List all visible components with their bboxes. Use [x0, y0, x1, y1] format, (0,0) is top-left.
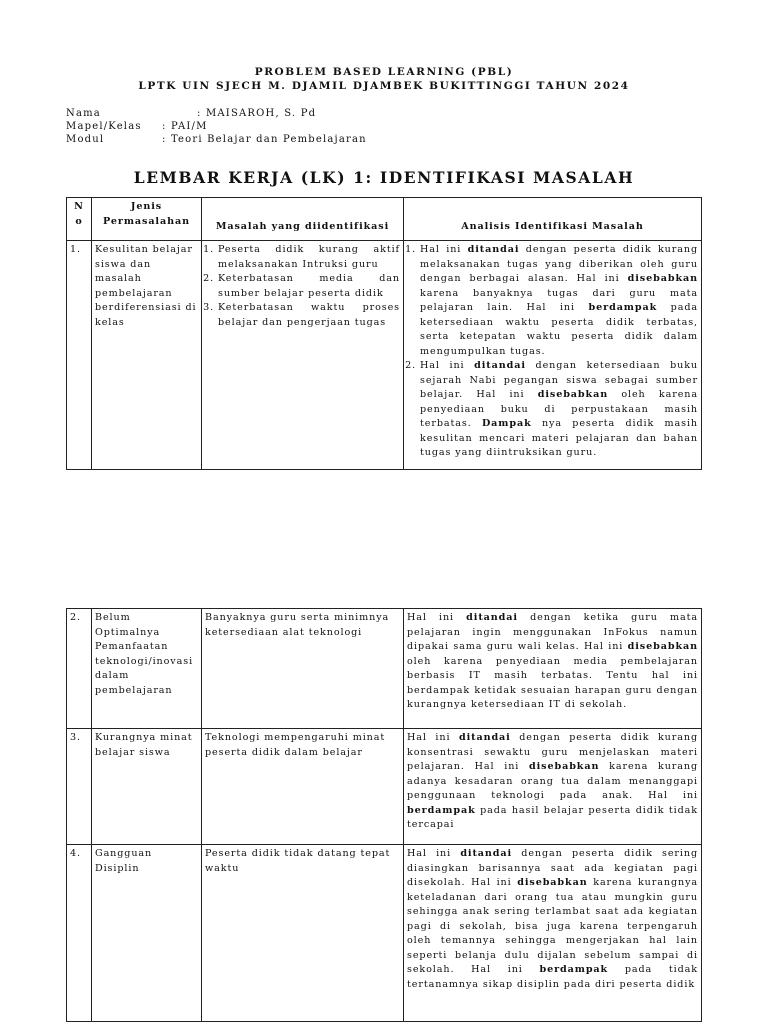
modul-value: : Teori Belajar dan Pembelajaran [162, 134, 367, 145]
nama-label: Nama [66, 108, 101, 119]
list-item: 1. Hal ini ditandai dengan peserta didik kurang melaksanakan tugas yang diberikan oleh guru dengan berbagai alasan. Hal ini disebabkan karena banyaknya tugas dari guru mata pelajaran lain. Hal ini berdampak pada ketersediaan waktu peserta didik terbatas, serta ketepatan waktu peserta didik dalam mengumpulkan tugas. [420, 243, 698, 359]
row3-analisis: Hal ini ditandai dengan peserta didik kurang konsentrasi sewaktu guru menjelaskan materi pelajaran. Hal ini disebabkan karena kurang adanya kesadaran orang tua dalam menanggapi penggunaan teknologi pada anak. Hal ini berdampak pada hasil belajar peserta didik tidak tercapai [404, 729, 702, 845]
row2-analisis: Hal ini ditandai dengan ketika guru mata pelajaran ingin menggunakan InFokus namun dipakai sama guru wali kelas. Hal ini disebabkan oleh karena penyediaan media pembelajaran berbasis IT masih terbatas. Tentu hal ini berdampak ketidak sesuaian harapan guru dengan kurangnya ketersediaan IT di sekolah. [404, 609, 702, 729]
mapel-label: Mapel/Kelas [66, 121, 142, 132]
row1-analisis [404, 241, 702, 470]
row4-jenis: Gangguan Disiplin [92, 845, 202, 1022]
problem-table-part2 [66, 608, 702, 1022]
header-jenis: Jenis Permasalahan [92, 198, 202, 241]
row1-masalah-list [205, 243, 400, 330]
row1-jenis: Kesulitan belajar siswa dan masalah pembelajaran berdiferensiasi di kelas [92, 241, 202, 470]
problem-table-part1 [66, 197, 702, 470]
row1-masalah [202, 241, 404, 470]
header-masalah: Masalah yang diidentifikasi [202, 198, 404, 241]
row2-no: 2. [67, 609, 92, 729]
table-row [67, 241, 702, 470]
row1-no: 1. [67, 241, 92, 470]
row4-masalah: Peserta didik tidak datang tepat waktu [202, 845, 404, 1022]
header-analisis: Analisis Identifikasi Masalah [404, 198, 702, 241]
header-no: N o [67, 198, 92, 241]
row2-jenis: Belum Optimalnya Pemanfaatan teknologi/inovasi dalam pembelajaran [92, 609, 202, 729]
row4-no: 4. [67, 845, 92, 1022]
table-header-row [67, 198, 702, 241]
table-row [67, 845, 702, 1022]
worksheet-title: LEMBAR KERJA (LK) 1: IDENTIFIKASI MASALAH [133, 168, 635, 187]
list-item: 3. Keterbatasan waktu proses belajar dan pengerjaan tugas [218, 301, 400, 330]
document-header-line2: LPTK UIN SJECH M. DJAMIL DJAMBEK BUKITTINGGI TAHUN 2024 [138, 80, 630, 92]
list-item: 2. Keterbatasan media dan sumber belajar peserta didik [218, 272, 400, 301]
modul-label: Modul [66, 134, 105, 145]
row1-analisis-list [407, 243, 698, 461]
row4-analisis: Hal ini ditandai dengan peserta didik sering diasingkan barisannya saat ada kegiatan pagi disekolah. Hal ini disebabkan karena kurangnya keteladanan dari orang tua atau mungkin guru sehingga anak sering terlambat saat ada kegiatan pagi di sekolah, bisa juga karena terpengaruh oleh temannya sehingga mengerjakan hal lain seperti belanja dulu dijalan sebelum sampai di sekolah. Hal ini berdampak pada tidak tertanamnya sikap disiplin pada diri peserta didik [404, 845, 702, 1022]
row3-masalah: Teknologi mempengaruhi minat peserta didik dalam belajar [202, 729, 404, 845]
list-item: 1. Peserta didik kurang aktif melaksanakan Intruksi guru [218, 243, 400, 272]
row2-masalah: Banyaknya guru serta minimnya ketersediaan alat teknologi [202, 609, 404, 729]
row3-jenis: Kurangnya minat belajar siswa [92, 729, 202, 845]
mapel-value: : PAI/M [162, 121, 208, 132]
nama-value: : MAISAROH, S. Pd [197, 108, 317, 119]
document-header-line1: PROBLEM BASED LEARNING (PBL) [254, 66, 514, 78]
row3-no: 3. [67, 729, 92, 845]
table-row [67, 609, 702, 729]
list-item: 2. Hal ini ditandai dengan ketersediaan buku sejarah Nabi pegangan siswa sebagai sumber belajar. Hal ini disebabkan oleh karena penyediaan buku di perpustakaan masih terbatas. Dampak nya peserta didik masih kesulitan mencari materi pelajaran dan bahan tugas yang diintruksikan guru. [420, 359, 698, 461]
table-row [67, 729, 702, 845]
